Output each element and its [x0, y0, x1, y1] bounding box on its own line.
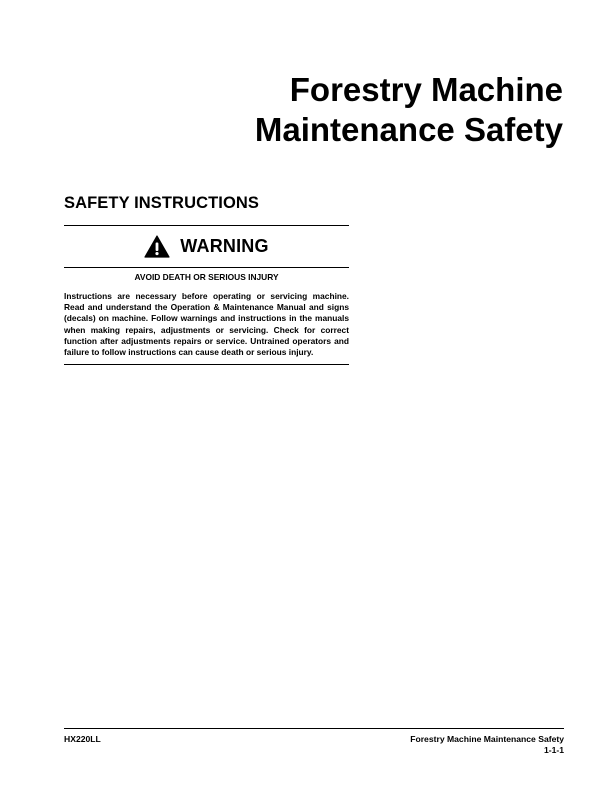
warning-bottom-rule — [64, 364, 349, 365]
warning-body-text: Instructions are necessary before operating or servicing machine. Read and understand the Operation & Maintenance Manual and signs (decals) on machine. Follow warnings and instructions in the manuals when making repairs, adjustments or servicing. Check for correct function after adjustments repairs or service. Untrained operators and failure to follow instructions can cause death or serious injury. — [64, 291, 349, 358]
section-heading: SAFETY INSTRUCTIONS — [64, 194, 260, 212]
warning-subtitle: AVOID DEATH OR SERIOUS INJURY — [134, 272, 279, 282]
footer-model: HX220LL — [64, 734, 101, 744]
footer-page-number: 1-1-1 — [543, 745, 564, 755]
warning-label: WARNING — [180, 236, 269, 256]
page-title-line-1: Forestry Machine — [289, 71, 563, 108]
page-title-line-2: Maintenance Safety — [254, 111, 563, 148]
footer-section-title: Forestry Machine Maintenance Safety — [410, 734, 564, 744]
warning-triangle-icon — [144, 235, 170, 258]
warning-box — [64, 225, 349, 365]
warning-mid-rule — [64, 267, 349, 268]
warning-header — [64, 226, 349, 267]
footer-rule — [64, 728, 564, 729]
page-title — [143, 70, 563, 150]
footer-right — [410, 734, 564, 756]
